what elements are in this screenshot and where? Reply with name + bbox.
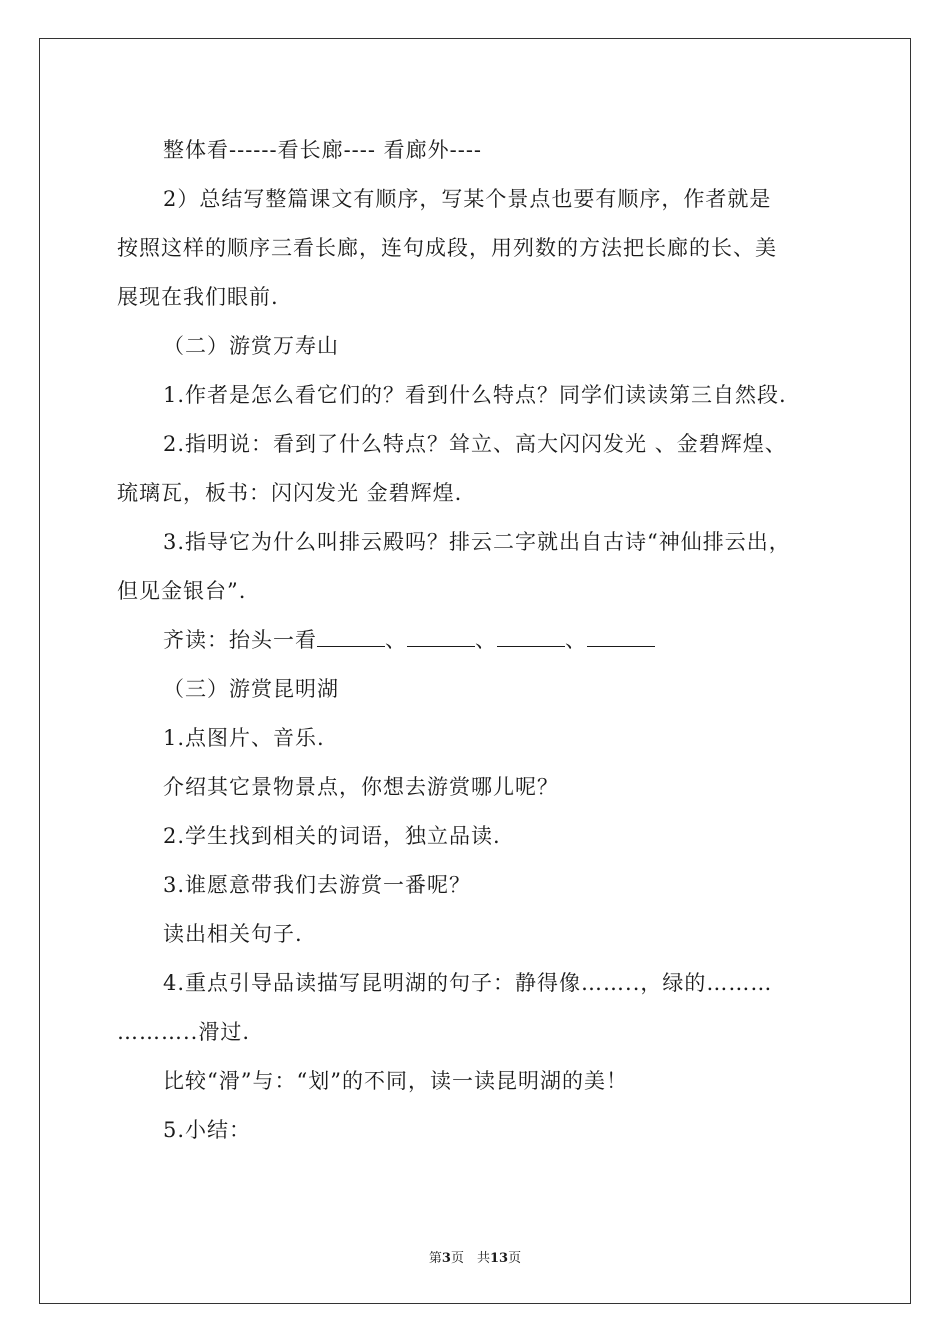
total-page-number: 13 (489, 1251, 509, 1266)
blank-separator: 、 (385, 628, 407, 652)
text-line: 2.指明说：看到了什么特点？耸立、高大闪闪发光 、金碧辉煌、 (163, 432, 787, 456)
fill-in-prefix: 齐读：抬头一看 (163, 628, 317, 652)
text-line: 展现在我们眼前. (117, 285, 279, 309)
document-body (117, 126, 837, 1155)
text-line: 读出相关句子. (163, 922, 303, 946)
text-line: 2）总结写整篇课文有顺序，写某个景点也要有顺序，作者就是 (163, 187, 772, 211)
text-line: 1.作者是怎么看它们的？看到什么特点？同学们读读第三自然段. (163, 383, 787, 407)
page-prefix: 第 (428, 1251, 442, 1266)
text-line: 2.学生找到相关的词语，独立品读. (163, 824, 501, 848)
text-line: 整体看------看长廊---- 看廊外---- (163, 138, 483, 162)
text-line: 按照这样的顺序三看长廊，连句成段，用列数的方法把长廊的长、美 (117, 236, 777, 260)
text-line: 1.点图片、音乐. (163, 726, 325, 750)
text-line: 5.小结： (163, 1118, 252, 1142)
text-line: 但见金银台”. (117, 579, 247, 603)
text-line: 4.重点引导品读描写昆明湖的句子：静得像……..，绿的……… (163, 971, 773, 995)
text-line: 琉璃瓦，板书：闪闪发光 金碧辉煌. (117, 481, 463, 505)
page-suffix: 页 (508, 1251, 522, 1266)
blank-separator: 、 (475, 628, 497, 652)
blank-separator: 、 (565, 628, 587, 652)
fill-in-blank (407, 627, 475, 647)
fill-in-blank (587, 627, 655, 647)
page-mid: 页 共 (450, 1251, 490, 1266)
current-page-number: 3 (441, 1251, 451, 1266)
text-line: 介绍其它景物景点，你想去游赏哪儿呢？ (163, 775, 559, 799)
page-footer (0, 1247, 950, 1266)
fill-in-line (117, 616, 837, 665)
fill-in-blank (497, 627, 565, 647)
section-heading: （二）游赏万寿山 (163, 334, 339, 358)
text-line: 比较“滑”与：“划”的不同，读一读昆明湖的美！ (163, 1069, 628, 1093)
text-line: 3.谁愿意带我们去游赏一番呢？ (163, 873, 472, 897)
fill-in-blank (317, 627, 385, 647)
section-heading: （三）游赏昆明湖 (163, 677, 339, 701)
text-line: 3.指导它为什么叫排云殿吗？排云二字就出自古诗“神仙排云出， (163, 530, 791, 554)
text-line: ………..滑过. (117, 1020, 251, 1044)
